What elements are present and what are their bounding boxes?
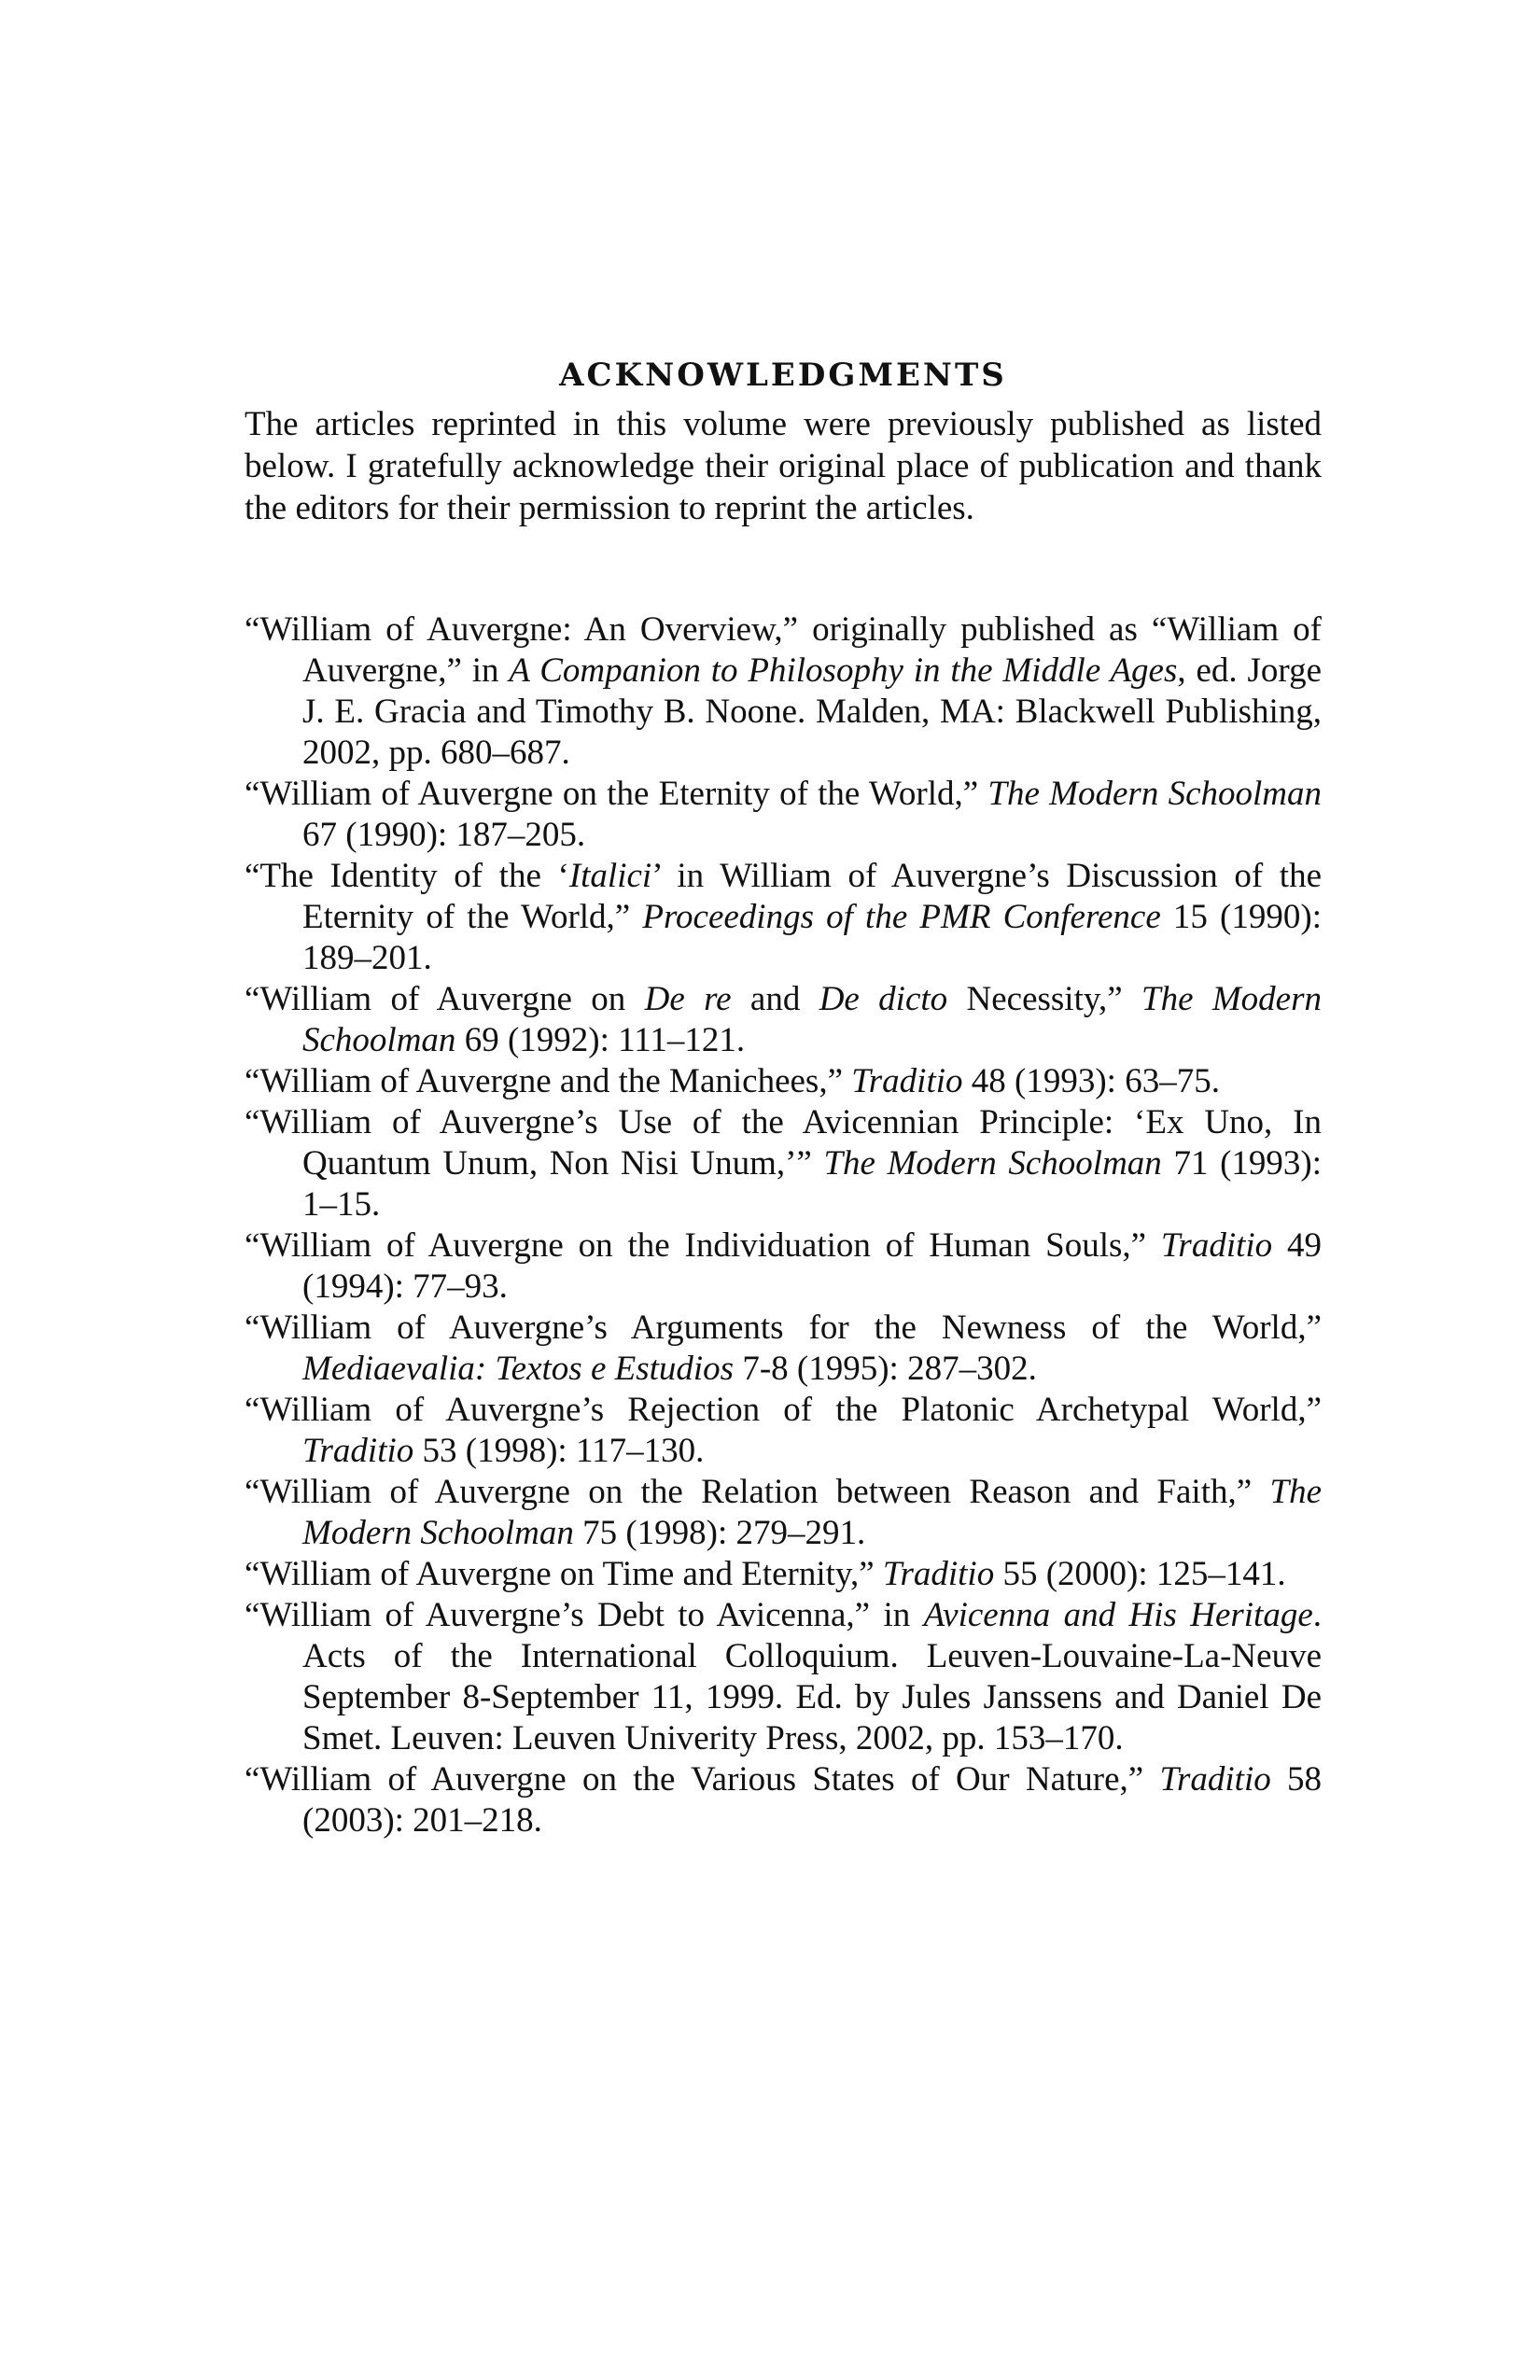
citation-entry: “William of Auvergne’s Rejection of the Platonic Archetypal World,” Traditio 53 (1998): 117–130. <box>245 1391 1322 1470</box>
citation-entry: “William of Auvergne’s Use of the Avicennian Principle: ‘Ex Uno, In Quantum Unum, Non Nisi Unum,’” The Modern Schoolman 71 (1993): 1–15. <box>245 1103 1322 1224</box>
citation-entry: “William of Auvergne on the Various States of Our Nature,” Traditio 58 (2003): 201–218. <box>245 1760 1322 1840</box>
citation-entry: “The Identity of the ‘Italici’ in William of Auvergne’s Discussion of the Eternity of the World,” Proceedings of the PMR Conference 15 (1990): 189–201. <box>245 857 1322 977</box>
citation-entry: “William of Auvergne on De re and De dicto Necessity,” The Modern Schoolman 69 (1992): 111–121. <box>245 980 1322 1059</box>
citation-entry: “William of Auvergne on the Eternity of the World,” The Modern Schoolman 67 (1990): 187–205. <box>245 775 1322 854</box>
citation-entry: “William of Auvergne on the Individuation of Human Souls,” Traditio 49 (1994): 77–93. <box>245 1226 1323 1306</box>
citation-entry: “William of Auvergne: An Overview,” originally published as “William of Auvergne,” in A Companion to Philosophy in the Middle Ages, ed. Jorge J. E. Gracia and Timothy B. Noone. Malden, MA: Blackwell Publishing, 2002, pp. 680–687. <box>245 610 1322 772</box>
acknowledgments-page <box>245 355 1322 1841</box>
citation-list <box>245 609 1322 1841</box>
citation-entry: “William of Auvergne’s Debt to Avicenna,” in Avicenna and His Heritage. Acts of the International Colloquium. Leuven-Louvaine-La-Neuve September 8-September 11, 1999. Ed. by Jules Janssens and Daniel De Smet. Leuven: Leuven Univerity Press, 2002, pp. 153–170. <box>245 1596 1323 1757</box>
citation-entry: “William of Auvergne on Time and Eternity,” Traditio 55 (2000): 125–141. <box>245 1555 1286 1593</box>
intro-paragraph: The articles reprinted in this volume were previously published as listed below. I gratefully acknowledge their original place of publication and thank the editors for their permission to reprint the articles. <box>245 405 1322 527</box>
page-title: ACKNOWLEDGMENTS <box>559 357 1007 394</box>
citation-entry: “William of Auvergne on the Relation between Reason and Faith,” The Modern Schoolman 75 (1998): 279–291. <box>245 1473 1322 1552</box>
citation-entry: “William of Auvergne’s Arguments for the Newness of the World,” Mediaevalia: Textos e Estudios 7-8 (1995): 287–302. <box>245 1309 1322 1388</box>
citation-entry: “William of Auvergne and the Manichees,” Traditio 48 (1993): 63–75. <box>245 1062 1220 1100</box>
